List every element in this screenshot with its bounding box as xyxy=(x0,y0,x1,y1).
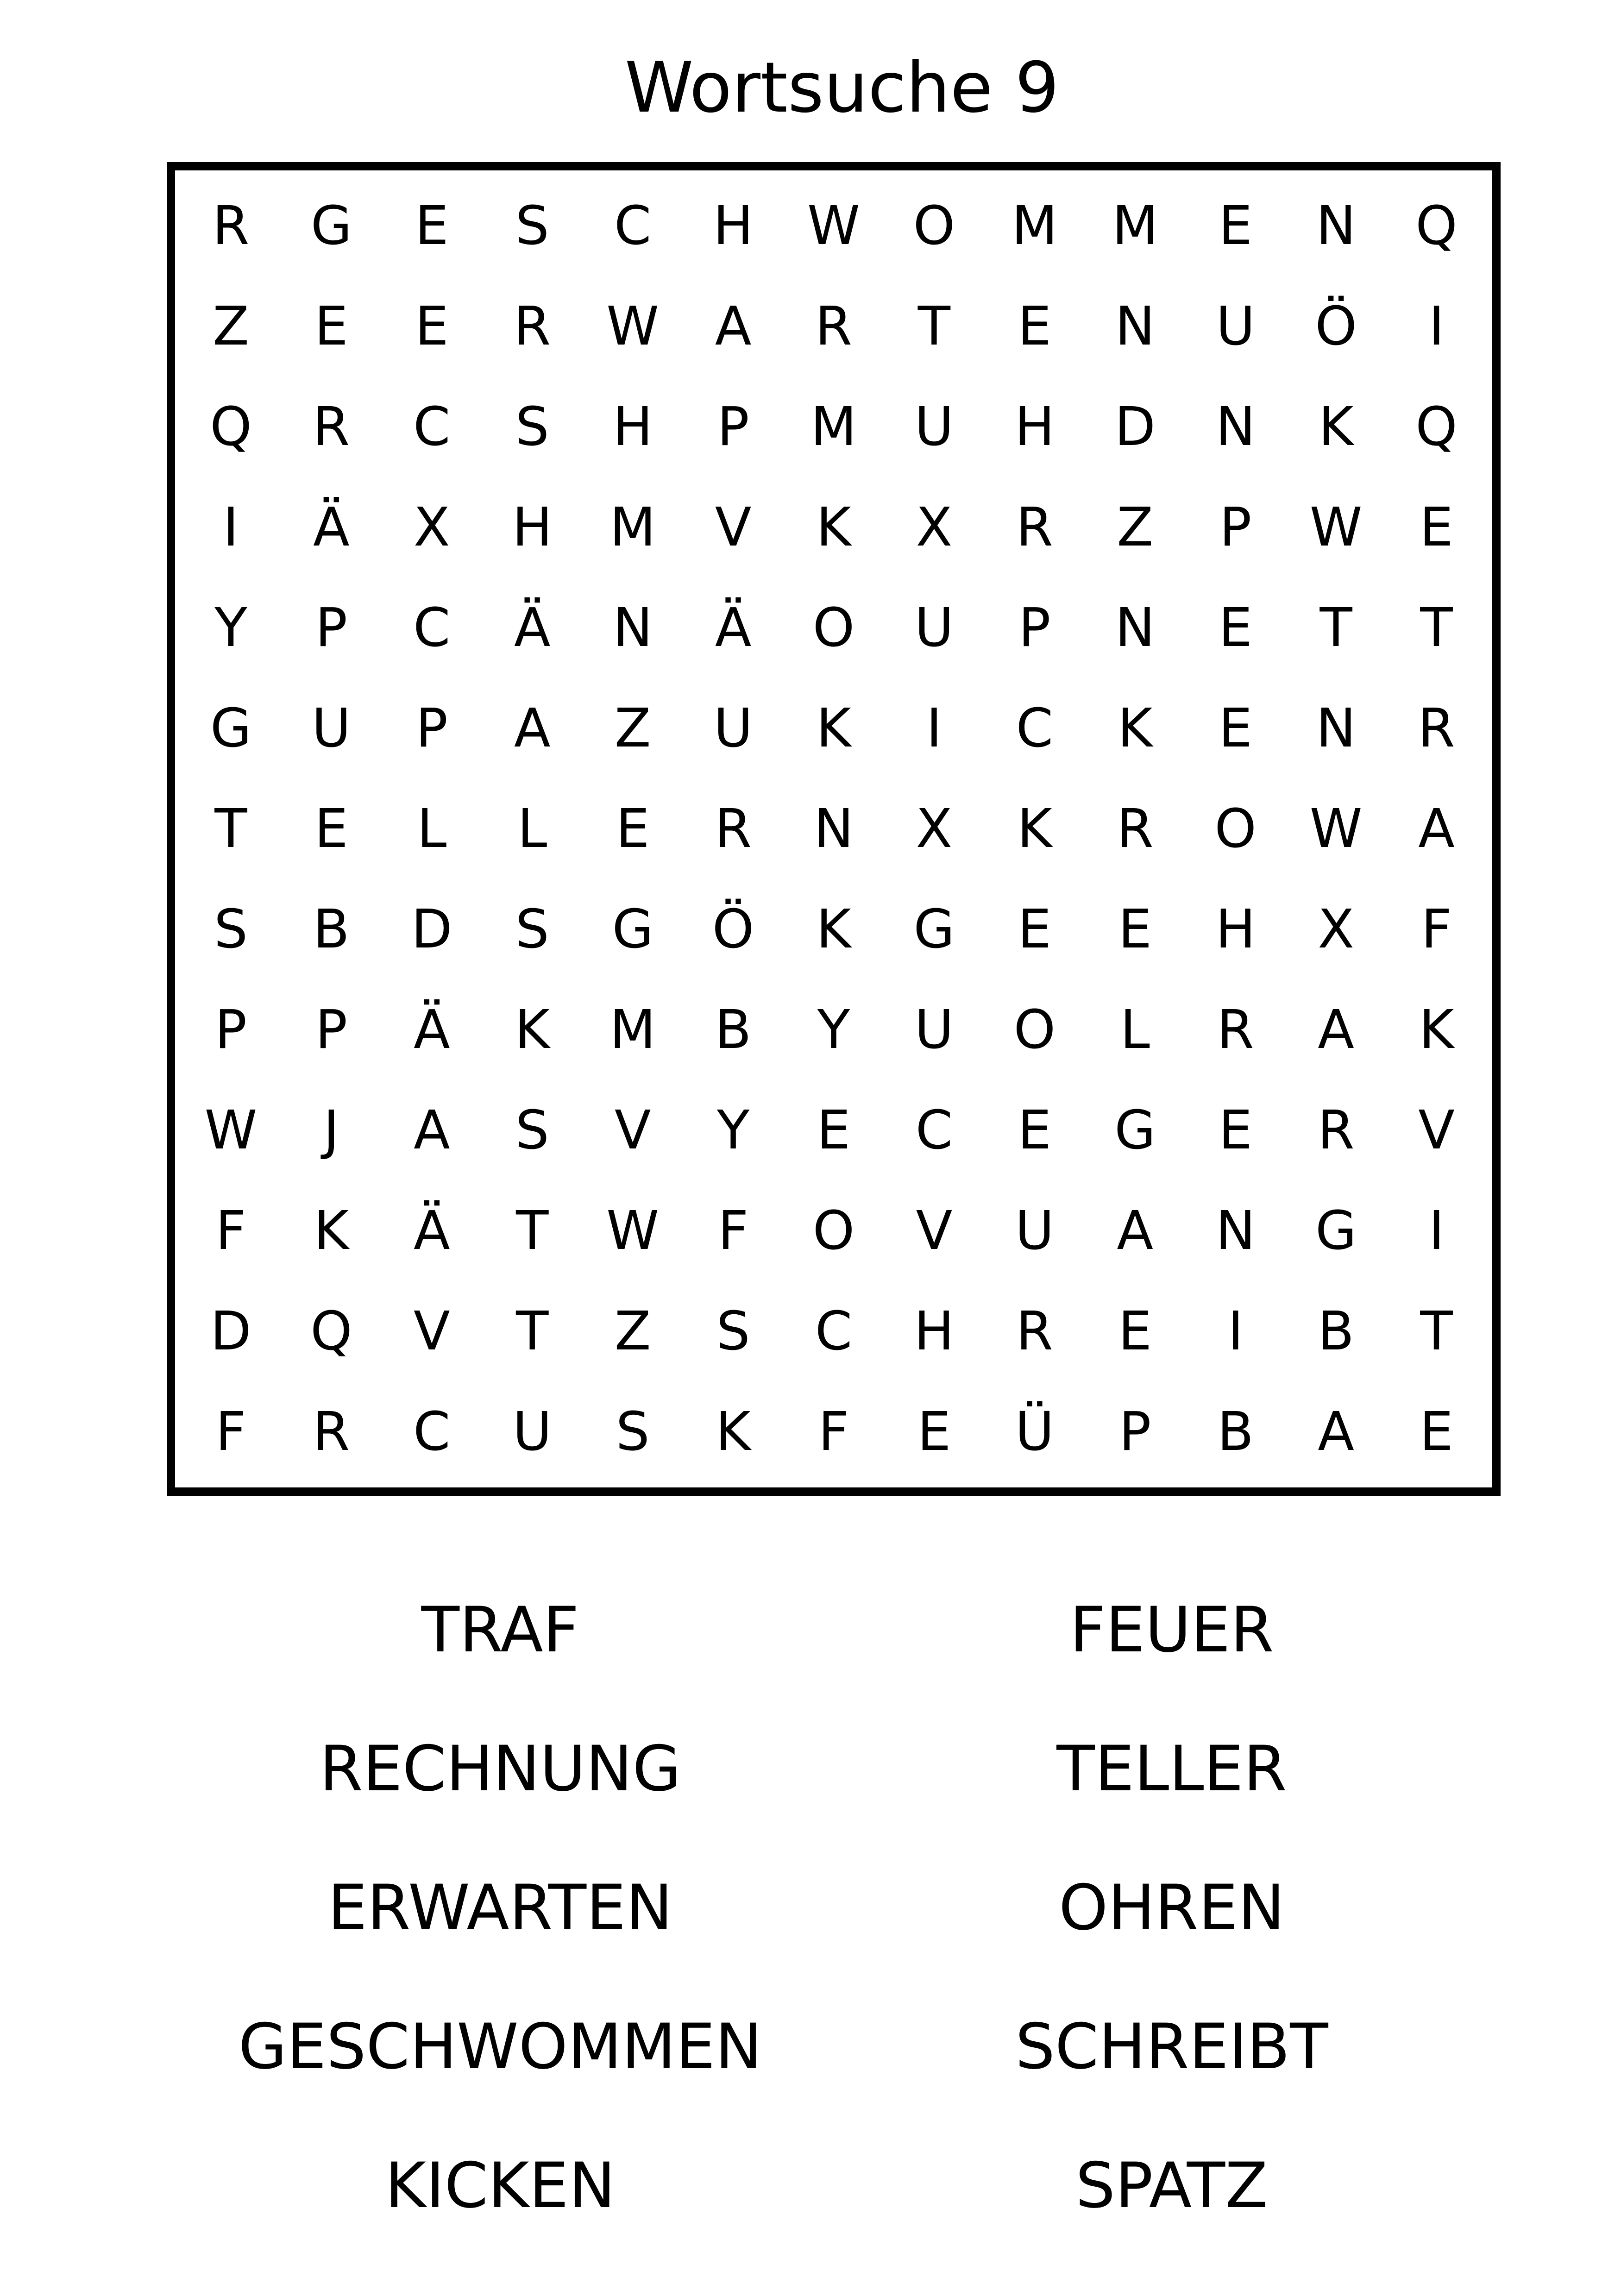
grid-letter[interactable]: W xyxy=(807,195,860,257)
grid-letter[interactable]: N xyxy=(1316,195,1356,257)
grid-letter[interactable]: O xyxy=(1214,797,1257,860)
grid-letter[interactable]: C xyxy=(815,1300,853,1362)
grid-letter[interactable]: K xyxy=(1419,998,1454,1061)
grid-letter[interactable]: E xyxy=(1219,597,1253,659)
grid-letter[interactable]: E xyxy=(314,295,348,358)
grid-letter[interactable]: A xyxy=(1318,998,1354,1061)
grid-letter[interactable]: R xyxy=(1418,697,1455,760)
grid-letter[interactable]: U xyxy=(513,1400,552,1463)
grid-letter[interactable]: E xyxy=(1118,1300,1152,1362)
grid-letter[interactable]: T xyxy=(516,1300,549,1362)
grid-letter[interactable]: R xyxy=(1217,998,1254,1061)
grid-letter[interactable]: U xyxy=(914,597,954,659)
grid-letter[interactable]: N xyxy=(813,797,854,860)
grid-letter[interactable]: C xyxy=(1016,697,1053,760)
grid-letter[interactable]: E xyxy=(1420,496,1453,559)
grid-letter[interactable]: X xyxy=(1318,898,1354,960)
grid-letter[interactable]: W xyxy=(1309,496,1363,559)
grid-letter[interactable]: I xyxy=(223,496,239,559)
grid-letter[interactable]: Z xyxy=(1117,496,1154,559)
word-item: TELLER xyxy=(1056,1732,1287,1805)
grid-letter[interactable]: K xyxy=(816,697,851,760)
grid-letter[interactable]: F xyxy=(215,1400,246,1463)
grid-letter[interactable]: Q xyxy=(1415,195,1458,257)
grid-letter[interactable]: H xyxy=(1014,396,1055,458)
grid-letter[interactable]: N xyxy=(1215,1199,1256,1262)
grid-letter[interactable]: H xyxy=(713,195,754,257)
grid-letter[interactable]: O xyxy=(812,597,855,659)
letter-grid xyxy=(181,176,1487,1482)
grid-letter[interactable]: S xyxy=(515,195,549,257)
grid-letter[interactable]: P xyxy=(315,597,348,659)
grid-letter[interactable]: K xyxy=(314,1199,349,1262)
grid-letter[interactable]: G xyxy=(310,195,352,257)
grid-letter[interactable]: I xyxy=(926,697,942,760)
grid-letter[interactable]: F xyxy=(818,1400,849,1463)
grid-letter[interactable]: C xyxy=(614,195,652,257)
grid-letter[interactable]: J xyxy=(323,1099,339,1161)
grid-letter[interactable]: P xyxy=(415,697,448,760)
grid-letter[interactable]: R xyxy=(514,295,551,358)
grid-letter[interactable]: O xyxy=(1013,998,1056,1061)
grid-letter[interactable]: A xyxy=(413,1099,450,1161)
grid-letter[interactable]: R xyxy=(1016,496,1053,559)
page-title: Wortsuche 9 xyxy=(625,48,1059,128)
grid-letter[interactable]: E xyxy=(1018,898,1052,960)
grid-letter[interactable]: A xyxy=(514,697,551,760)
grid-letter[interactable]: G xyxy=(612,898,653,960)
grid-letter[interactable]: V xyxy=(916,1199,953,1262)
grid-letter[interactable]: B xyxy=(1217,1400,1254,1463)
grid-letter[interactable]: D xyxy=(411,898,452,960)
grid-letter[interactable]: R xyxy=(313,1400,350,1463)
grid-letter[interactable]: L xyxy=(417,797,447,860)
grid-letter[interactable]: P xyxy=(717,396,749,458)
word-item: FEUER xyxy=(1069,1593,1274,1666)
grid-letter[interactable]: Q xyxy=(1415,396,1458,458)
grid-letter[interactable]: E xyxy=(917,1400,951,1463)
grid-letter[interactable]: R xyxy=(1116,797,1154,860)
grid-letter[interactable]: R xyxy=(1317,1099,1355,1161)
grid-letter[interactable]: R xyxy=(313,396,350,458)
grid-letter[interactable]: G xyxy=(913,898,955,960)
grid-letter[interactable]: N xyxy=(613,597,653,659)
grid-letter[interactable]: B xyxy=(1318,1300,1355,1362)
grid-letter[interactable]: F xyxy=(1421,898,1452,960)
word-item: KICKEN xyxy=(385,2149,616,2222)
grid-letter[interactable]: W xyxy=(606,295,659,358)
grid-letter[interactable]: Ä xyxy=(313,496,350,559)
grid-letter[interactable]: K xyxy=(816,898,851,960)
grid-letter[interactable]: Ä xyxy=(413,998,450,1061)
grid-letter[interactable]: R xyxy=(815,295,852,358)
grid-letter[interactable]: Y xyxy=(716,1099,750,1161)
grid-letter[interactable]: F xyxy=(215,1199,246,1262)
grid-letter[interactable]: M xyxy=(609,496,656,559)
grid-letter[interactable]: V xyxy=(715,496,752,559)
grid-letter[interactable]: S xyxy=(716,1300,750,1362)
grid-letter[interactable]: T xyxy=(917,295,951,358)
grid-letter[interactable]: G xyxy=(1114,1099,1156,1161)
grid-letter[interactable]: E xyxy=(1420,1400,1453,1463)
grid-letter[interactable]: U xyxy=(1015,1199,1054,1262)
grid-letter[interactable]: I xyxy=(1227,1300,1244,1362)
grid-letter[interactable]: E xyxy=(1018,1099,1052,1161)
grid-letter[interactable]: Ä xyxy=(413,1199,450,1262)
grid-letter[interactable]: K xyxy=(1318,396,1354,458)
grid-letter[interactable]: K xyxy=(1118,697,1153,760)
grid-letter[interactable]: N xyxy=(1115,597,1155,659)
grid-letter[interactable]: K xyxy=(1017,797,1052,860)
grid-letter[interactable]: H xyxy=(1215,898,1256,960)
grid-letter[interactable]: R xyxy=(212,195,250,257)
grid-letter[interactable]: M xyxy=(609,998,656,1061)
grid-letter[interactable]: E xyxy=(1219,1099,1253,1161)
grid-letter[interactable]: Y xyxy=(214,597,247,659)
grid-letter[interactable]: H xyxy=(612,396,653,458)
grid-letter[interactable]: E xyxy=(1219,697,1253,760)
grid-letter[interactable]: P xyxy=(1018,597,1051,659)
grid-letter[interactable]: P xyxy=(315,998,348,1061)
word-item: TRAF xyxy=(421,1593,579,1666)
grid-letter[interactable]: U xyxy=(713,697,753,760)
grid-letter[interactable]: F xyxy=(717,1199,749,1262)
grid-letter[interactable]: X xyxy=(916,496,953,559)
grid-letter[interactable]: N xyxy=(1215,396,1256,458)
grid-letter[interactable]: E xyxy=(817,1099,851,1161)
grid-letter[interactable]: I xyxy=(1428,295,1445,358)
grid-letter[interactable]: C xyxy=(915,1099,953,1161)
grid-letter[interactable]: L xyxy=(1120,998,1150,1061)
grid-letter[interactable]: W xyxy=(606,1199,659,1262)
grid-letter[interactable]: T xyxy=(214,797,247,860)
grid-letter[interactable]: H xyxy=(512,496,553,559)
grid-letter[interactable]: I xyxy=(1428,1199,1445,1262)
grid-letter[interactable]: U xyxy=(914,998,954,1061)
grid-letter[interactable]: E xyxy=(314,797,348,860)
grid-letter[interactable]: S xyxy=(616,1400,650,1463)
grid-letter[interactable]: M xyxy=(810,396,857,458)
grid-letter[interactable]: G xyxy=(210,697,252,760)
grid-letter[interactable]: E xyxy=(1018,295,1052,358)
grid-letter[interactable]: C xyxy=(413,1400,451,1463)
word-item: SCHREIBT xyxy=(1015,2010,1328,2083)
grid-letter[interactable]: Z xyxy=(614,697,651,760)
grid-letter[interactable]: Y xyxy=(817,998,850,1061)
grid-letter[interactable]: T xyxy=(1420,597,1453,659)
word-item: RECHNUNG xyxy=(319,1732,681,1805)
grid-letter[interactable]: A xyxy=(1117,1199,1154,1262)
grid-letter[interactable]: Ü xyxy=(1015,1400,1054,1463)
grid-letter[interactable]: S xyxy=(214,898,248,960)
word-item: GESCHWOMMEN xyxy=(238,2010,762,2083)
grid-letter[interactable]: B xyxy=(715,998,752,1061)
grid-letter[interactable]: N xyxy=(1115,295,1155,358)
grid-letter[interactable]: A xyxy=(1318,1400,1354,1463)
grid-letter[interactable]: Z xyxy=(614,1300,651,1362)
grid-letter[interactable]: T xyxy=(1420,1300,1453,1362)
grid-letter[interactable]: Z xyxy=(213,295,249,358)
grid-letter[interactable]: E xyxy=(415,195,449,257)
grid-letter[interactable]: A xyxy=(1418,797,1455,860)
grid-letter[interactable]: K xyxy=(716,1400,751,1463)
grid-letter[interactable]: K xyxy=(515,998,550,1061)
grid-letter[interactable]: Q xyxy=(310,1300,352,1362)
grid-letter[interactable]: W xyxy=(1309,797,1363,860)
grid-letter[interactable]: B xyxy=(313,898,350,960)
grid-letter[interactable]: P xyxy=(1219,496,1252,559)
word-item: SPATZ xyxy=(1075,2149,1268,2222)
grid-letter[interactable]: S xyxy=(515,396,549,458)
grid-letter[interactable]: E xyxy=(1219,195,1253,257)
grid-letter[interactable]: U xyxy=(914,396,954,458)
grid-letter[interactable]: M xyxy=(1112,195,1158,257)
grid-letter[interactable]: S xyxy=(515,898,549,960)
grid-letter[interactable]: W xyxy=(204,1099,258,1161)
grid-letter[interactable]: D xyxy=(210,1300,251,1362)
grid-letter[interactable]: C xyxy=(413,396,451,458)
grid-letter[interactable]: K xyxy=(816,496,851,559)
grid-letter[interactable]: X xyxy=(413,496,450,559)
grid-letter[interactable]: U xyxy=(1216,295,1255,358)
grid-letter[interactable]: M xyxy=(1012,195,1058,257)
grid-letter[interactable]: S xyxy=(515,1099,549,1161)
grid-letter[interactable]: R xyxy=(715,797,752,860)
grid-letter[interactable]: U xyxy=(312,697,351,760)
grid-letter[interactable]: O xyxy=(913,195,955,257)
grid-letter[interactable]: V xyxy=(413,1300,450,1362)
grid-letter[interactable]: N xyxy=(1316,697,1356,760)
grid-letter[interactable]: Ö xyxy=(712,898,754,960)
grid-letter[interactable]: P xyxy=(1119,1400,1151,1463)
grid-letter[interactable]: L xyxy=(517,797,547,860)
grid-letter[interactable]: R xyxy=(1016,1300,1053,1362)
grid-letter[interactable]: T xyxy=(1319,597,1352,659)
grid-letter[interactable]: V xyxy=(614,1099,651,1161)
grid-letter[interactable]: H xyxy=(914,1300,955,1362)
grid-letter[interactable]: E xyxy=(415,295,449,358)
grid-letter[interactable]: D xyxy=(1114,396,1156,458)
grid-letter[interactable]: C xyxy=(413,597,451,659)
grid-letter[interactable]: T xyxy=(516,1199,549,1262)
word-item: OHREN xyxy=(1059,1871,1285,1944)
word-item: ERWARTEN xyxy=(327,1871,673,1944)
grid-letter[interactable]: Ä xyxy=(715,597,752,659)
grid-letter[interactable]: V xyxy=(1418,1099,1455,1161)
grid-letter[interactable]: E xyxy=(1118,898,1152,960)
grid-letter[interactable]: Q xyxy=(210,396,252,458)
grid-letter[interactable]: Ä xyxy=(514,597,551,659)
grid-letter[interactable]: Ö xyxy=(1315,295,1357,358)
grid-letter[interactable]: O xyxy=(812,1199,855,1262)
grid-letter[interactable]: A xyxy=(715,295,752,358)
grid-letter[interactable]: E xyxy=(616,797,650,860)
grid-letter[interactable]: G xyxy=(1315,1199,1357,1262)
grid-letter[interactable]: P xyxy=(214,998,247,1061)
grid-letter[interactable]: X xyxy=(916,797,953,860)
